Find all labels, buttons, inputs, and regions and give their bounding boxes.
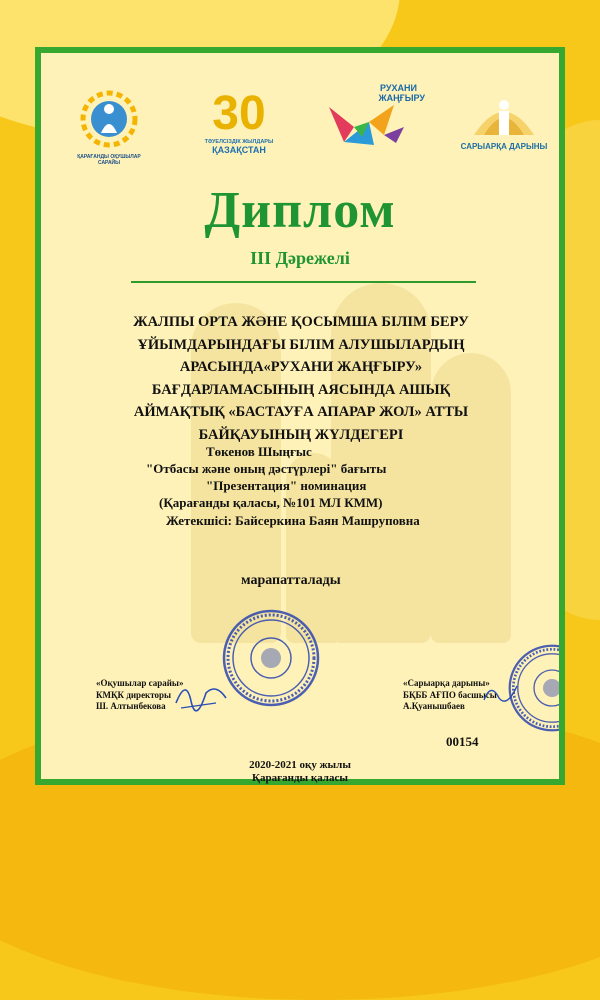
academic-year: 2020-2021 оқу жылы — [249, 759, 351, 771]
description-line: БАЙҚАУЫНЫҢ ЖҮЛДЕГЕРІ — [198, 426, 404, 443]
nomination-text: "Презентация" номинация — [206, 478, 367, 493]
diploma-frame — [35, 47, 565, 785]
award-description — [81, 311, 521, 446]
saryarka-emblem-icon — [469, 89, 539, 137]
rukhani-zhangyru-logo — [309, 83, 429, 152]
palace-caption: ҚАРАҒАНДЫ ОҚУШЫЛАР САРАЙЫ — [77, 154, 141, 166]
right-signatory-org: «Сарыарқа дарыны» — [403, 678, 490, 688]
right-signatory-name: А.Қуанышбаев — [403, 701, 465, 711]
independence-30-logo — [189, 89, 289, 155]
title-divider — [131, 281, 476, 283]
palace-emblem-icon — [79, 89, 139, 149]
left-signatory-name: Ш. Алтынбекова — [96, 701, 166, 711]
rukhani-line-1: РУХАНИ — [380, 83, 417, 93]
left-signatory-org: «Оқушылар сарайы» — [96, 678, 184, 688]
anniversary-number: 30 — [212, 87, 266, 140]
city-name: Қарағанды қаласы — [252, 772, 348, 784]
anniversary-caption-2: ҚАЗАҚСТАН — [212, 145, 266, 155]
recipient-name: Төкенов Шыңғыс — [206, 444, 312, 459]
direction-text: "Отбасы және оның дәстүрлері" бағыты — [146, 461, 387, 476]
description-line: АРАСЫНДА«РУХАНИ ЖАҢҒЫРУ» — [179, 359, 423, 375]
description-line: АЙМАҚТЫҚ «БАСТАУҒА АПАРАР ЖОЛ» АТТЫ — [133, 404, 469, 420]
right-signatory-role: БҚББ АҒПО басшысы — [403, 689, 497, 700]
saryarka-daryny-logo — [459, 89, 549, 151]
description-line: БАҒДАРЛАМАСЫНЫҢ АЯСЫНДА АШЫҚ — [151, 381, 451, 398]
saryarka-caption: САРЫАРҚА ДАРЫНЫ — [460, 142, 548, 151]
anniversary-caption-1: ТӘУЕЛСІЗДІК ЖЫЛДАРЫ — [204, 139, 274, 145]
diploma-title: Диплом — [204, 182, 396, 239]
rukhani-line-2: ЖАҢҒЫРУ — [378, 93, 425, 103]
school-text: (Қарағанды қаласы, №101 МЛ КММ) — [159, 495, 383, 510]
diploma-number: 00154 — [446, 734, 479, 749]
awarded-text: марапатталады — [241, 573, 341, 588]
right-seal-icon — [507, 643, 565, 733]
left-signatory-role: КМҚК директоры — [96, 689, 172, 700]
degree-label: III Дәрежелі — [250, 248, 350, 268]
left-seal-icon — [221, 608, 321, 708]
supervisor-text: Жетекшісі: Байсеркина Баян Машруповна — [166, 513, 420, 528]
bird-emblem-icon — [324, 97, 414, 147]
description-line: ЖАЛПЫ ОРТА ЖӘНЕ ҚОСЫМША БІЛІМ БЕРУ — [133, 314, 469, 330]
description-line: ҰЙЫМДАРЫНДАҒЫ БІЛІМ АЛУШЫЛАРДЫҢ — [137, 336, 465, 353]
palace-logo — [69, 89, 149, 166]
